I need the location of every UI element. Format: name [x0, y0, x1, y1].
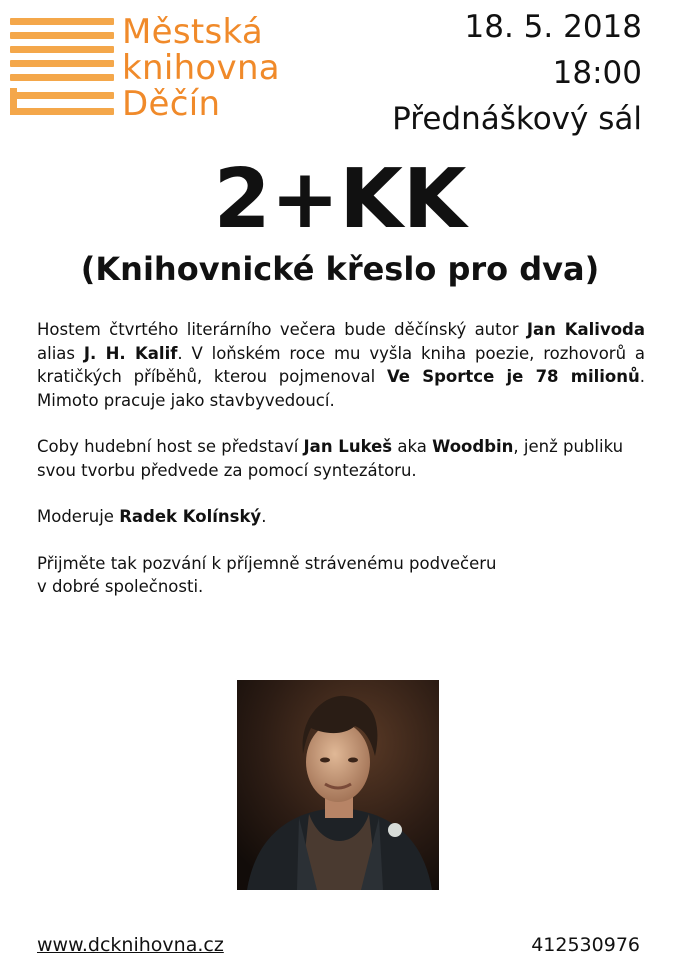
author-photo: [237, 680, 439, 890]
event-title: 2+KK: [213, 152, 467, 247]
event-date: 18. 5. 2018: [464, 9, 642, 45]
library-logo-mark: [10, 18, 114, 118]
text: , jenž publiku svou tvorbu předvede za pomocí syntezátoru.: [37, 437, 624, 480]
author-name: Jan Kalivoda: [526, 320, 645, 339]
phone-number: 412530976: [531, 934, 640, 956]
text: . V loňském roce mu vyšla kniha poezie, rozhovorů a kratičkých příběhů, kterou pojmenoval: [37, 343, 645, 386]
author-alias: J. H. Kalif: [83, 343, 178, 363]
paragraph-music-guest: [37, 435, 645, 482]
music-guest-alias: Woodbin: [432, 437, 514, 456]
text: . Mimoto pracuje jako stavbyvedoucí.: [37, 367, 645, 410]
text: aka: [392, 437, 433, 456]
text: Hostem čtvrtého literárního večera bude děčínský autor: [37, 320, 527, 339]
website-link[interactable]: www.dcknihovna.cz: [37, 934, 224, 956]
text: v dobré společnosti.: [37, 577, 204, 596]
music-guest-name: Jan Lukeš: [303, 437, 393, 456]
paragraph-author: [37, 318, 645, 412]
event-time: 18:00: [552, 55, 642, 91]
text: .: [261, 507, 267, 526]
library-name: [122, 14, 280, 122]
author-photo-image: [237, 680, 439, 890]
event-subtitle: (Knihovnické křeslo pro dva): [80, 250, 600, 288]
paragraph-invitation: [37, 552, 645, 599]
book-title: Ve Sportce je 78 milionů: [386, 367, 640, 386]
text: alias: [37, 343, 84, 363]
library-name-line: Městská: [122, 12, 264, 52]
text: Přijměte tak pozvání k příjemně strávenému podvečeru: [37, 553, 497, 573]
event-venue: Přednáškový sál: [392, 101, 642, 137]
library-name-line: Děčín: [122, 84, 221, 124]
library-name-line: knihovna: [122, 48, 280, 88]
text: Coby hudební host se představí: [37, 437, 304, 456]
event-info: [392, 4, 642, 142]
paragraph-moderator: [37, 505, 645, 529]
moderator-name: Radek Kolínský: [119, 507, 262, 526]
event-description: [37, 318, 645, 622]
text: Moderuje: [37, 507, 120, 526]
